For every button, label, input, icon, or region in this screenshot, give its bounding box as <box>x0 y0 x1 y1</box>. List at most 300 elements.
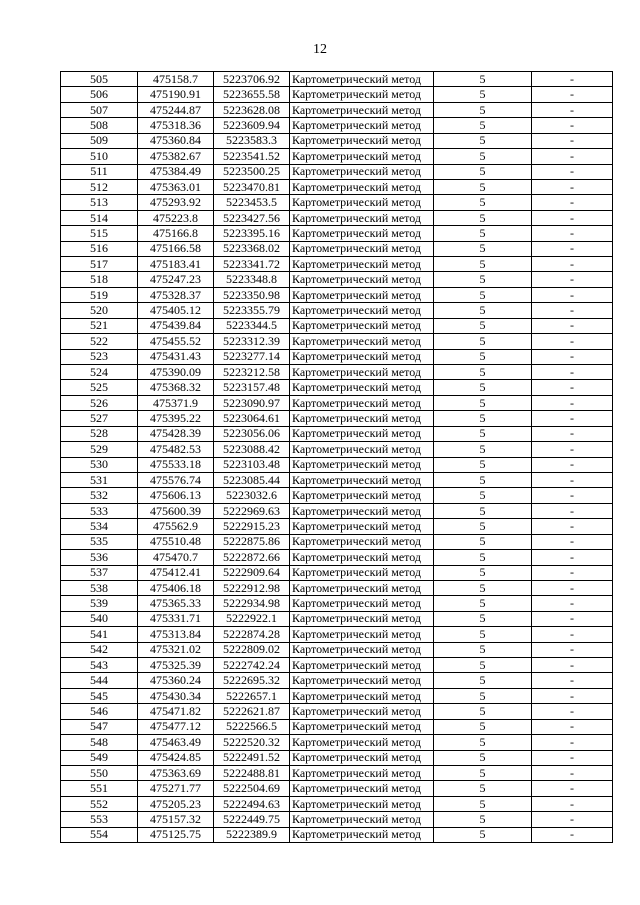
accuracy-cell: 5 <box>434 627 532 642</box>
y-coordinate-cell: 5223541.52 <box>214 149 290 164</box>
method-cell: Картометрический метод <box>290 688 434 703</box>
accuracy-cell: 5 <box>434 318 532 333</box>
note-cell: - <box>532 226 613 241</box>
method-cell: Картометрический метод <box>290 287 434 302</box>
method-cell: Картометрический метод <box>290 627 434 642</box>
y-coordinate-cell: 5222872.66 <box>214 550 290 565</box>
x-coordinate-cell: 475471.82 <box>138 704 214 719</box>
y-coordinate-cell: 5222449.75 <box>214 812 290 827</box>
note-cell: - <box>532 318 613 333</box>
table-row <box>61 133 613 148</box>
method-cell: Картометрический метод <box>290 580 434 595</box>
y-coordinate-cell: 5223500.25 <box>214 164 290 179</box>
note-cell: - <box>532 627 613 642</box>
table-row <box>61 226 613 241</box>
x-coordinate-cell: 475158.7 <box>138 72 214 87</box>
point-number-cell: 528 <box>61 426 138 441</box>
y-coordinate-cell: 5223090.97 <box>214 395 290 410</box>
point-number-cell: 525 <box>61 380 138 395</box>
x-coordinate-cell: 475439.84 <box>138 318 214 333</box>
y-coordinate-cell: 5223348.8 <box>214 272 290 287</box>
table-row <box>61 580 613 595</box>
method-cell: Картометрический метод <box>290 349 434 364</box>
accuracy-cell: 5 <box>434 519 532 534</box>
accuracy-cell: 5 <box>434 796 532 811</box>
note-cell: - <box>532 719 613 734</box>
method-cell: Картометрический метод <box>290 673 434 688</box>
note-cell: - <box>532 102 613 117</box>
point-number-cell: 547 <box>61 719 138 734</box>
point-number-cell: 515 <box>61 226 138 241</box>
y-coordinate-cell: 5223655.58 <box>214 87 290 102</box>
note-cell: - <box>532 118 613 133</box>
note-cell: - <box>532 287 613 302</box>
note-cell: - <box>532 334 613 349</box>
x-coordinate-cell: 475600.39 <box>138 503 214 518</box>
accuracy-cell: 5 <box>434 303 532 318</box>
x-coordinate-cell: 475325.39 <box>138 658 214 673</box>
method-cell: Картометрический метод <box>290 719 434 734</box>
table-row <box>61 303 613 318</box>
table-row <box>61 503 613 518</box>
point-number-cell: 506 <box>61 87 138 102</box>
x-coordinate-cell: 475125.75 <box>138 827 214 842</box>
accuracy-cell: 5 <box>434 411 532 426</box>
table-row <box>61 149 613 164</box>
point-number-cell: 533 <box>61 503 138 518</box>
note-cell: - <box>532 164 613 179</box>
note-cell: - <box>532 488 613 503</box>
accuracy-cell: 5 <box>434 195 532 210</box>
table-row <box>61 411 613 426</box>
note-cell: - <box>532 87 613 102</box>
note-cell: - <box>532 735 613 750</box>
table-row <box>61 87 613 102</box>
y-coordinate-cell: 5223609.94 <box>214 118 290 133</box>
point-number-cell: 519 <box>61 287 138 302</box>
method-cell: Картометрический метод <box>290 102 434 117</box>
table-row <box>61 704 613 719</box>
table-row <box>61 272 613 287</box>
accuracy-cell: 5 <box>434 827 532 842</box>
accuracy-cell: 5 <box>434 179 532 194</box>
x-coordinate-cell: 475384.49 <box>138 164 214 179</box>
accuracy-cell: 5 <box>434 596 532 611</box>
note-cell: - <box>532 442 613 457</box>
point-number-cell: 513 <box>61 195 138 210</box>
point-number-cell: 540 <box>61 611 138 626</box>
note-cell: - <box>532 673 613 688</box>
x-coordinate-cell: 475455.52 <box>138 334 214 349</box>
y-coordinate-cell: 5223103.48 <box>214 457 290 472</box>
accuracy-cell: 5 <box>434 210 532 225</box>
point-number-cell: 531 <box>61 472 138 487</box>
accuracy-cell: 5 <box>434 365 532 380</box>
accuracy-cell: 5 <box>434 488 532 503</box>
method-cell: Картометрический метод <box>290 395 434 410</box>
point-number-cell: 546 <box>61 704 138 719</box>
accuracy-cell: 5 <box>434 580 532 595</box>
accuracy-cell: 5 <box>434 781 532 796</box>
point-number-cell: 507 <box>61 102 138 117</box>
method-cell: Картометрический метод <box>290 133 434 148</box>
method-cell: Картометрический метод <box>290 827 434 842</box>
table-row <box>61 287 613 302</box>
y-coordinate-cell: 5222621.87 <box>214 704 290 719</box>
y-coordinate-cell: 5223706.92 <box>214 72 290 87</box>
accuracy-cell: 5 <box>434 565 532 580</box>
y-coordinate-cell: 5223157.48 <box>214 380 290 395</box>
table-row <box>61 472 613 487</box>
table-row <box>61 334 613 349</box>
y-coordinate-cell: 5222915.23 <box>214 519 290 534</box>
accuracy-cell: 5 <box>434 704 532 719</box>
x-coordinate-cell: 475318.36 <box>138 118 214 133</box>
point-number-cell: 509 <box>61 133 138 148</box>
x-coordinate-cell: 475360.24 <box>138 673 214 688</box>
accuracy-cell: 5 <box>434 287 532 302</box>
table-row <box>61 519 613 534</box>
y-coordinate-cell: 5223628.08 <box>214 102 290 117</box>
point-number-cell: 535 <box>61 534 138 549</box>
note-cell: - <box>532 781 613 796</box>
accuracy-cell: 5 <box>434 272 532 287</box>
x-coordinate-cell: 475510.48 <box>138 534 214 549</box>
point-number-cell: 553 <box>61 812 138 827</box>
note-cell: - <box>532 611 613 626</box>
point-number-cell: 549 <box>61 750 138 765</box>
accuracy-cell: 5 <box>434 457 532 472</box>
accuracy-cell: 5 <box>434 226 532 241</box>
y-coordinate-cell: 5223355.79 <box>214 303 290 318</box>
accuracy-cell: 5 <box>434 257 532 272</box>
y-coordinate-cell: 5222912.98 <box>214 580 290 595</box>
method-cell: Картометрический метод <box>290 534 434 549</box>
note-cell: - <box>532 179 613 194</box>
method-cell: Картометрический метод <box>290 442 434 457</box>
point-number-cell: 522 <box>61 334 138 349</box>
table-row <box>61 118 613 133</box>
method-cell: Картометрический метод <box>290 241 434 256</box>
method-cell: Картометрический метод <box>290 642 434 657</box>
method-cell: Картометрический метод <box>290 164 434 179</box>
note-cell: - <box>532 257 613 272</box>
y-coordinate-cell: 5223212.58 <box>214 365 290 380</box>
note-cell: - <box>532 642 613 657</box>
note-cell: - <box>532 133 613 148</box>
x-coordinate-cell: 475271.77 <box>138 781 214 796</box>
note-cell: - <box>532 704 613 719</box>
coordinates-table <box>60 71 613 843</box>
method-cell: Картометрический метод <box>290 210 434 225</box>
x-coordinate-cell: 475477.12 <box>138 719 214 734</box>
point-number-cell: 512 <box>61 179 138 194</box>
y-coordinate-cell: 5223350.98 <box>214 287 290 302</box>
note-cell: - <box>532 796 613 811</box>
method-cell: Картометрический метод <box>290 87 434 102</box>
y-coordinate-cell: 5223395.16 <box>214 226 290 241</box>
method-cell: Картометрический метод <box>290 704 434 719</box>
x-coordinate-cell: 475431.43 <box>138 349 214 364</box>
point-number-cell: 544 <box>61 673 138 688</box>
table-row <box>61 642 613 657</box>
point-number-cell: 548 <box>61 735 138 750</box>
accuracy-cell: 5 <box>434 380 532 395</box>
accuracy-cell: 5 <box>434 102 532 117</box>
point-number-cell: 505 <box>61 72 138 87</box>
y-coordinate-cell: 5222742.24 <box>214 658 290 673</box>
method-cell: Картометрический метод <box>290 812 434 827</box>
note-cell: - <box>532 303 613 318</box>
accuracy-cell: 5 <box>434 133 532 148</box>
x-coordinate-cell: 475606.13 <box>138 488 214 503</box>
x-coordinate-cell: 475390.09 <box>138 365 214 380</box>
y-coordinate-cell: 5222520.32 <box>214 735 290 750</box>
method-cell: Картометрический метод <box>290 195 434 210</box>
accuracy-cell: 5 <box>434 164 532 179</box>
y-coordinate-cell: 5222934.98 <box>214 596 290 611</box>
note-cell: - <box>532 272 613 287</box>
y-coordinate-cell: 5222809.02 <box>214 642 290 657</box>
x-coordinate-cell: 475331.71 <box>138 611 214 626</box>
method-cell: Картометрический метод <box>290 488 434 503</box>
accuracy-cell: 5 <box>434 87 532 102</box>
note-cell: - <box>532 580 613 595</box>
table-row <box>61 565 613 580</box>
table-row <box>61 765 613 780</box>
x-coordinate-cell: 475313.84 <box>138 627 214 642</box>
y-coordinate-cell: 5222874.28 <box>214 627 290 642</box>
y-coordinate-cell: 5223085.44 <box>214 472 290 487</box>
y-coordinate-cell: 5223064.61 <box>214 411 290 426</box>
point-number-cell: 554 <box>61 827 138 842</box>
table-row <box>61 488 613 503</box>
table-row <box>61 380 613 395</box>
note-cell: - <box>532 750 613 765</box>
table-row <box>61 750 613 765</box>
table-row <box>61 395 613 410</box>
accuracy-cell: 5 <box>434 426 532 441</box>
y-coordinate-cell: 5223341.72 <box>214 257 290 272</box>
method-cell: Картометрический метод <box>290 226 434 241</box>
point-number-cell: 524 <box>61 365 138 380</box>
table-row <box>61 426 613 441</box>
table-row <box>61 596 613 611</box>
point-number-cell: 510 <box>61 149 138 164</box>
table-row <box>61 164 613 179</box>
x-coordinate-cell: 475428.39 <box>138 426 214 441</box>
y-coordinate-cell: 5222695.32 <box>214 673 290 688</box>
note-cell: - <box>532 472 613 487</box>
method-cell: Картометрический метод <box>290 257 434 272</box>
x-coordinate-cell: 475293.92 <box>138 195 214 210</box>
table-row <box>61 195 613 210</box>
table-row <box>61 627 613 642</box>
note-cell: - <box>532 72 613 87</box>
x-coordinate-cell: 475244.87 <box>138 102 214 117</box>
note-cell: - <box>532 519 613 534</box>
note-cell: - <box>532 395 613 410</box>
note-cell: - <box>532 658 613 673</box>
point-number-cell: 516 <box>61 241 138 256</box>
method-cell: Картометрический метод <box>290 765 434 780</box>
method-cell: Картометрический метод <box>290 426 434 441</box>
table-row <box>61 796 613 811</box>
y-coordinate-cell: 5223453.5 <box>214 195 290 210</box>
note-cell: - <box>532 149 613 164</box>
x-coordinate-cell: 475406.18 <box>138 580 214 595</box>
method-cell: Картометрический метод <box>290 596 434 611</box>
accuracy-cell: 5 <box>434 72 532 87</box>
accuracy-cell: 5 <box>434 395 532 410</box>
method-cell: Картометрический метод <box>290 318 434 333</box>
note-cell: - <box>532 411 613 426</box>
y-coordinate-cell: 5223088.42 <box>214 442 290 457</box>
method-cell: Картометрический метод <box>290 750 434 765</box>
x-coordinate-cell: 475328.37 <box>138 287 214 302</box>
y-coordinate-cell: 5222657.1 <box>214 688 290 703</box>
point-number-cell: 526 <box>61 395 138 410</box>
method-cell: Картометрический метод <box>290 272 434 287</box>
note-cell: - <box>532 765 613 780</box>
table-row <box>61 102 613 117</box>
point-number-cell: 552 <box>61 796 138 811</box>
method-cell: Картометрический метод <box>290 503 434 518</box>
point-number-cell: 536 <box>61 550 138 565</box>
point-number-cell: 551 <box>61 781 138 796</box>
point-number-cell: 527 <box>61 411 138 426</box>
accuracy-cell: 5 <box>434 658 532 673</box>
x-coordinate-cell: 475405.12 <box>138 303 214 318</box>
table-row <box>61 781 613 796</box>
y-coordinate-cell: 5222488.81 <box>214 765 290 780</box>
accuracy-cell: 5 <box>434 765 532 780</box>
accuracy-cell: 5 <box>434 149 532 164</box>
point-number-cell: 529 <box>61 442 138 457</box>
x-coordinate-cell: 475166.8 <box>138 226 214 241</box>
accuracy-cell: 5 <box>434 334 532 349</box>
method-cell: Картометрический метод <box>290 611 434 626</box>
point-number-cell: 539 <box>61 596 138 611</box>
table-row <box>61 812 613 827</box>
note-cell: - <box>532 503 613 518</box>
y-coordinate-cell: 5223368.02 <box>214 241 290 256</box>
point-number-cell: 534 <box>61 519 138 534</box>
x-coordinate-cell: 475382.67 <box>138 149 214 164</box>
method-cell: Картометрический метод <box>290 149 434 164</box>
x-coordinate-cell: 475576.74 <box>138 472 214 487</box>
y-coordinate-cell: 5223032.6 <box>214 488 290 503</box>
method-cell: Картометрический метод <box>290 303 434 318</box>
table-row <box>61 257 613 272</box>
point-number-cell: 523 <box>61 349 138 364</box>
note-cell: - <box>532 565 613 580</box>
note-cell: - <box>532 195 613 210</box>
table-row <box>61 658 613 673</box>
method-cell: Картометрический метод <box>290 118 434 133</box>
accuracy-cell: 5 <box>434 719 532 734</box>
note-cell: - <box>532 349 613 364</box>
point-number-cell: 518 <box>61 272 138 287</box>
x-coordinate-cell: 475371.9 <box>138 395 214 410</box>
note-cell: - <box>532 812 613 827</box>
accuracy-cell: 5 <box>434 812 532 827</box>
note-cell: - <box>532 241 613 256</box>
method-cell: Картометрический метод <box>290 565 434 580</box>
note-cell: - <box>532 534 613 549</box>
y-coordinate-cell: 5223344.5 <box>214 318 290 333</box>
note-cell: - <box>532 210 613 225</box>
x-coordinate-cell: 475562.9 <box>138 519 214 534</box>
accuracy-cell: 5 <box>434 472 532 487</box>
point-number-cell: 550 <box>61 765 138 780</box>
accuracy-cell: 5 <box>434 550 532 565</box>
method-cell: Картометрический метод <box>290 781 434 796</box>
point-number-cell: 517 <box>61 257 138 272</box>
y-coordinate-cell: 5223312.39 <box>214 334 290 349</box>
table-row <box>61 318 613 333</box>
note-cell: - <box>532 596 613 611</box>
note-cell: - <box>532 365 613 380</box>
point-number-cell: 545 <box>61 688 138 703</box>
y-coordinate-cell: 5223427.56 <box>214 210 290 225</box>
table-row <box>61 210 613 225</box>
x-coordinate-cell: 475190.91 <box>138 87 214 102</box>
y-coordinate-cell: 5222969.63 <box>214 503 290 518</box>
y-coordinate-cell: 5223470.81 <box>214 179 290 194</box>
table-row <box>61 673 613 688</box>
method-cell: Картометрический метод <box>290 472 434 487</box>
x-coordinate-cell: 475430.34 <box>138 688 214 703</box>
x-coordinate-cell: 475223.8 <box>138 210 214 225</box>
y-coordinate-cell: 5223056.06 <box>214 426 290 441</box>
note-cell: - <box>532 827 613 842</box>
accuracy-cell: 5 <box>434 118 532 133</box>
x-coordinate-cell: 475247.23 <box>138 272 214 287</box>
table-row <box>61 688 613 703</box>
y-coordinate-cell: 5223277.14 <box>214 349 290 364</box>
point-number-cell: 541 <box>61 627 138 642</box>
table-row <box>61 827 613 842</box>
accuracy-cell: 5 <box>434 349 532 364</box>
accuracy-cell: 5 <box>434 534 532 549</box>
accuracy-cell: 5 <box>434 241 532 256</box>
method-cell: Картометрический метод <box>290 334 434 349</box>
accuracy-cell: 5 <box>434 688 532 703</box>
y-coordinate-cell: 5222389.9 <box>214 827 290 842</box>
point-number-cell: 542 <box>61 642 138 657</box>
note-cell: - <box>532 688 613 703</box>
x-coordinate-cell: 475205.23 <box>138 796 214 811</box>
table-row <box>61 611 613 626</box>
note-cell: - <box>532 426 613 441</box>
x-coordinate-cell: 475482.53 <box>138 442 214 457</box>
method-cell: Картометрический метод <box>290 365 434 380</box>
y-coordinate-cell: 5222504.69 <box>214 781 290 796</box>
x-coordinate-cell: 475395.22 <box>138 411 214 426</box>
point-number-cell: 532 <box>61 488 138 503</box>
x-coordinate-cell: 475412.41 <box>138 565 214 580</box>
x-coordinate-cell: 475368.32 <box>138 380 214 395</box>
y-coordinate-cell: 5222922.1 <box>214 611 290 626</box>
x-coordinate-cell: 475463.49 <box>138 735 214 750</box>
x-coordinate-cell: 475166.58 <box>138 241 214 256</box>
x-coordinate-cell: 475365.33 <box>138 596 214 611</box>
x-coordinate-cell: 475183.41 <box>138 257 214 272</box>
method-cell: Картометрический метод <box>290 550 434 565</box>
point-number-cell: 520 <box>61 303 138 318</box>
accuracy-cell: 5 <box>434 442 532 457</box>
